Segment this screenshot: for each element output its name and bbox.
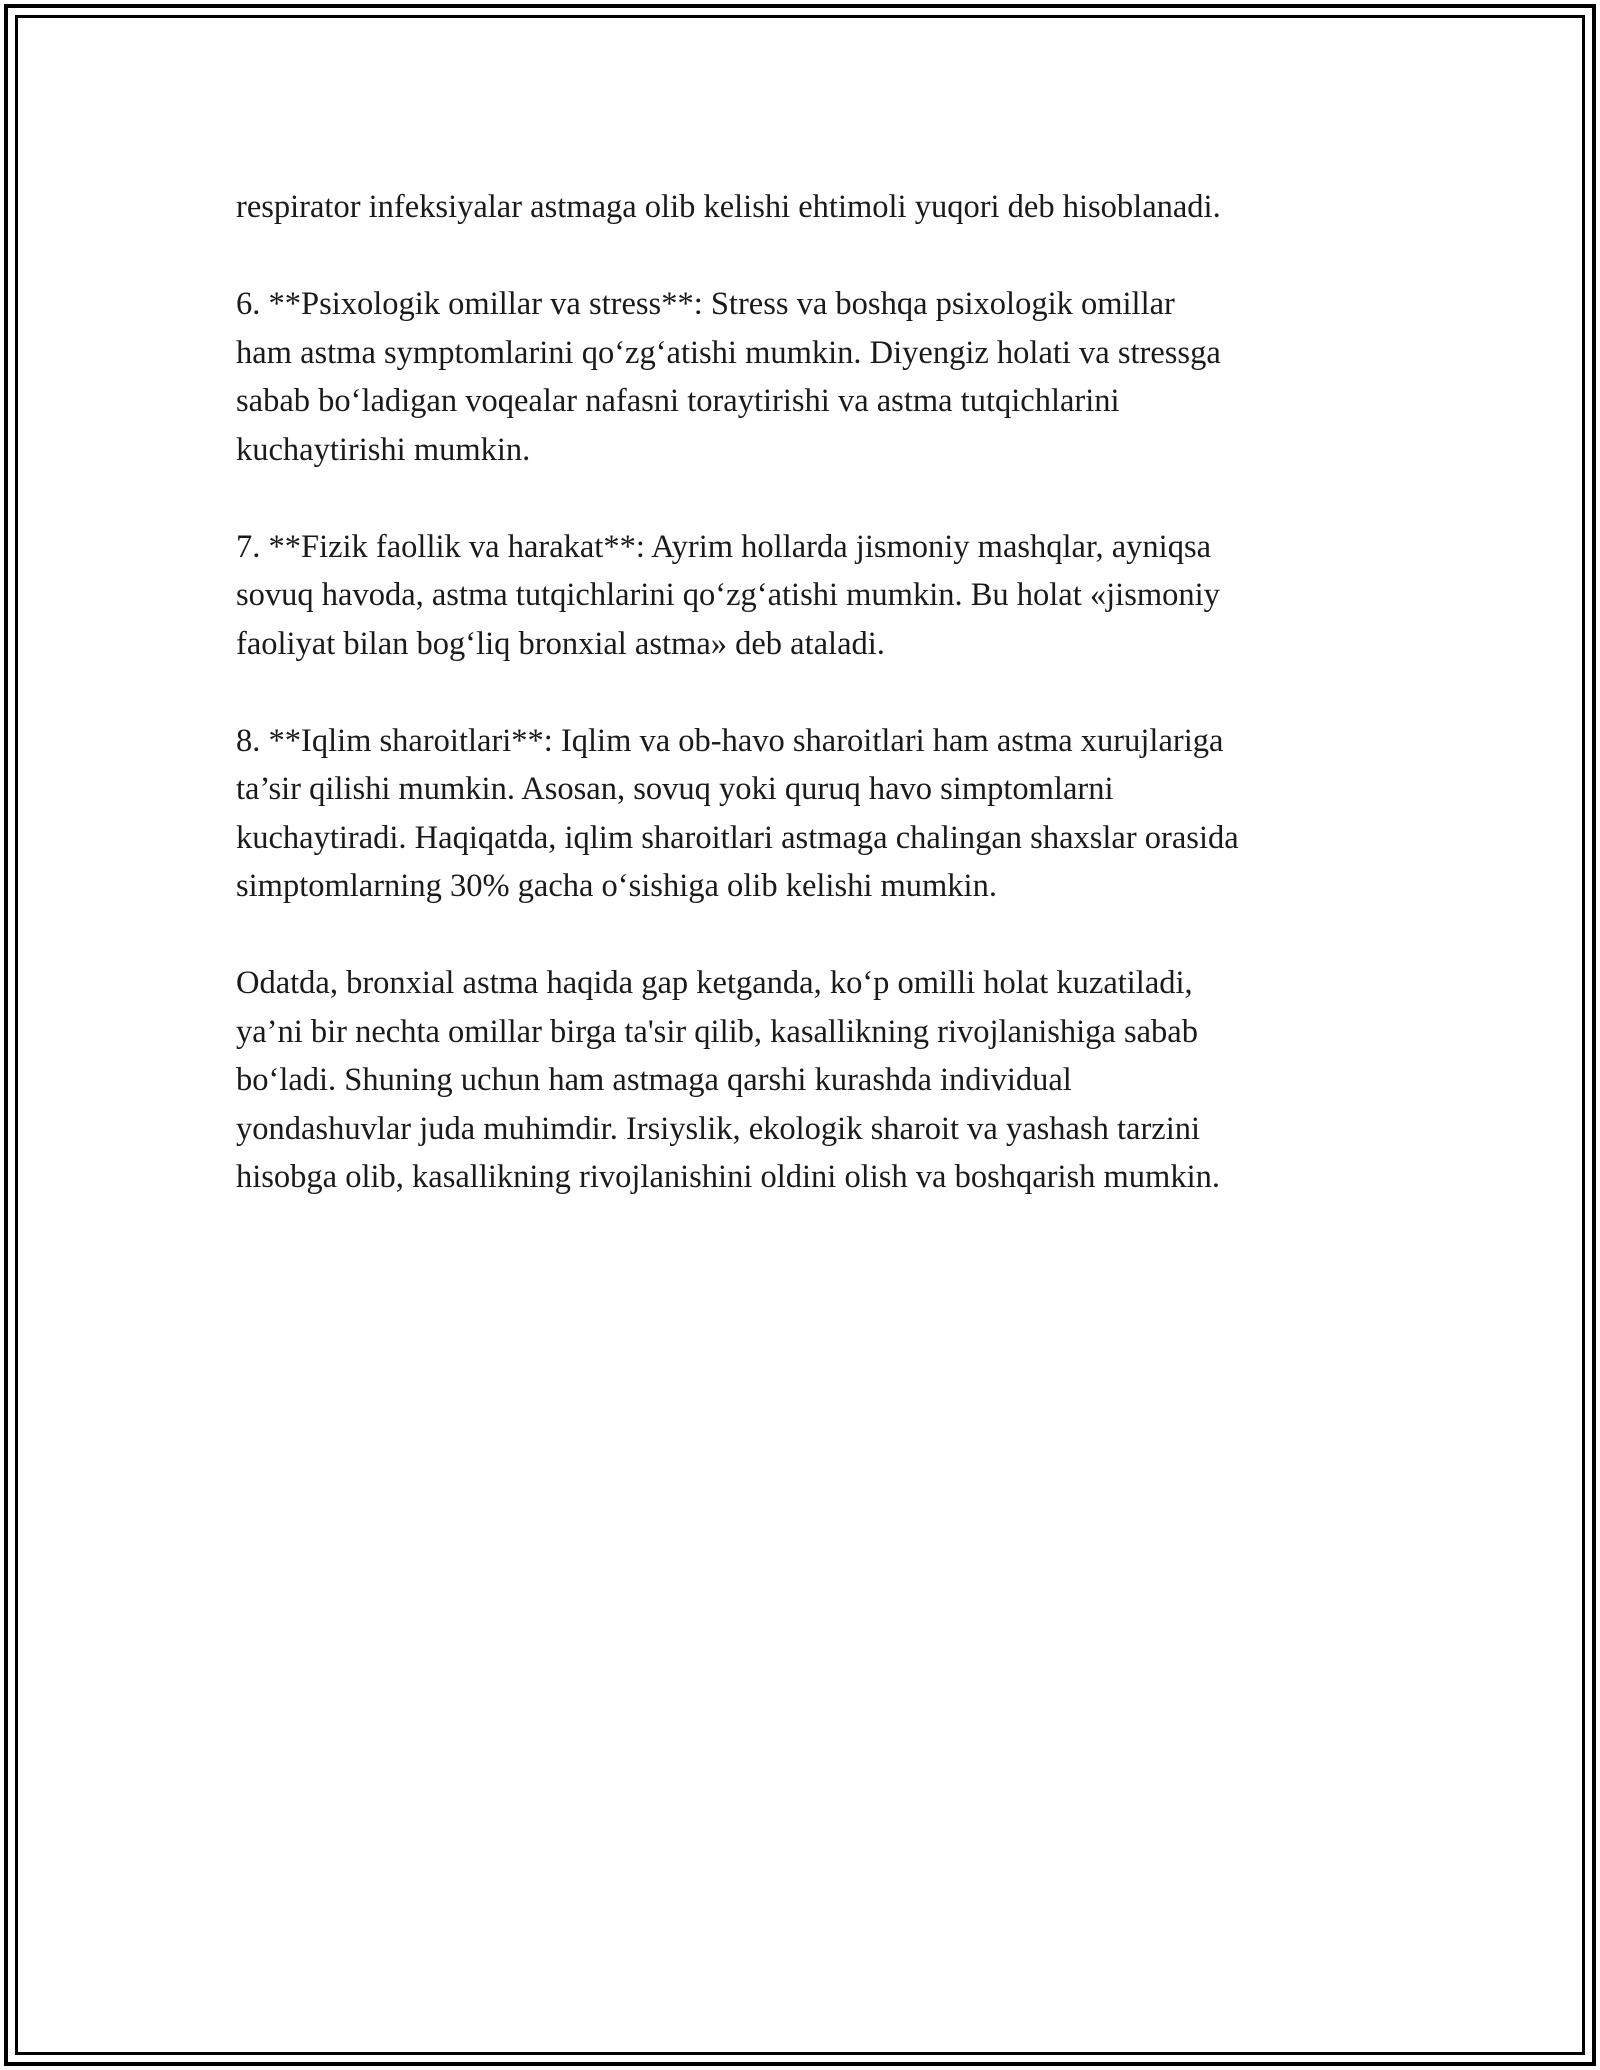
paragraph-physical-activity: 7. **Fizik faollik va harakat**: Ayrim hollarda jismoniy mashqlar, ayniqsa sovuq havoda, astma tutqichlarini qo‘zg‘atishi mumkin. Bu holat «jismoniy faoliyat bilan bog‘liq bronxial astma» deb ataladi.: [236, 528, 1220, 662]
paragraph-continuation: respirator infeksiyalar astmaga olib kelishi ehtimoli yuqori deb hisoblanadi.: [236, 189, 1221, 225]
paragraph-psychological-factors: 6. **Psixologik omillar va stress**: Stress va boshqa psixologik omillar ham astma symptomlarini qo‘zg‘atishi mumkin. Diyengiz holati va stressga sabab bo‘ladigan voqealar nafasni toraytirishi va astma tutqichlarini kuchaytirishi mumkin.: [236, 286, 1221, 468]
paragraph-conclusion: Odatda, bronxial astma haqida gap ketganda, ko‘p omilli holat kuzatiladi, ya’ni bir nechta omillar birga ta'sir qilib, kasallikning rivojlanishiga sabab bo‘ladi. Shuning uchun ham astmaga qarshi kurashda individual yondashuvlar juda muhimdir. Irsiyslik, ekologik sharoit va yashash tarzini hisobga olib, kasallikning rivojlanishini oldini olish va boshqarish mumkin.: [236, 965, 1220, 1195]
paragraph-climate-conditions: 8. **Iqlim sharoitlari**: Iqlim va ob-havo sharoitlari ham astma xurujlariga ta’sir qilishi mumkin. Asosan, sovuq yoki quruq havo simptomlarni kuchaytiradi. Haqiqatda, iqlim sharoitlari astmaga chalingan shaxslar orasida simptomlarning 30% gacha o‘sishiga olib kelishi mumkin.: [236, 722, 1239, 904]
document-body: [236, 183, 1376, 1250]
